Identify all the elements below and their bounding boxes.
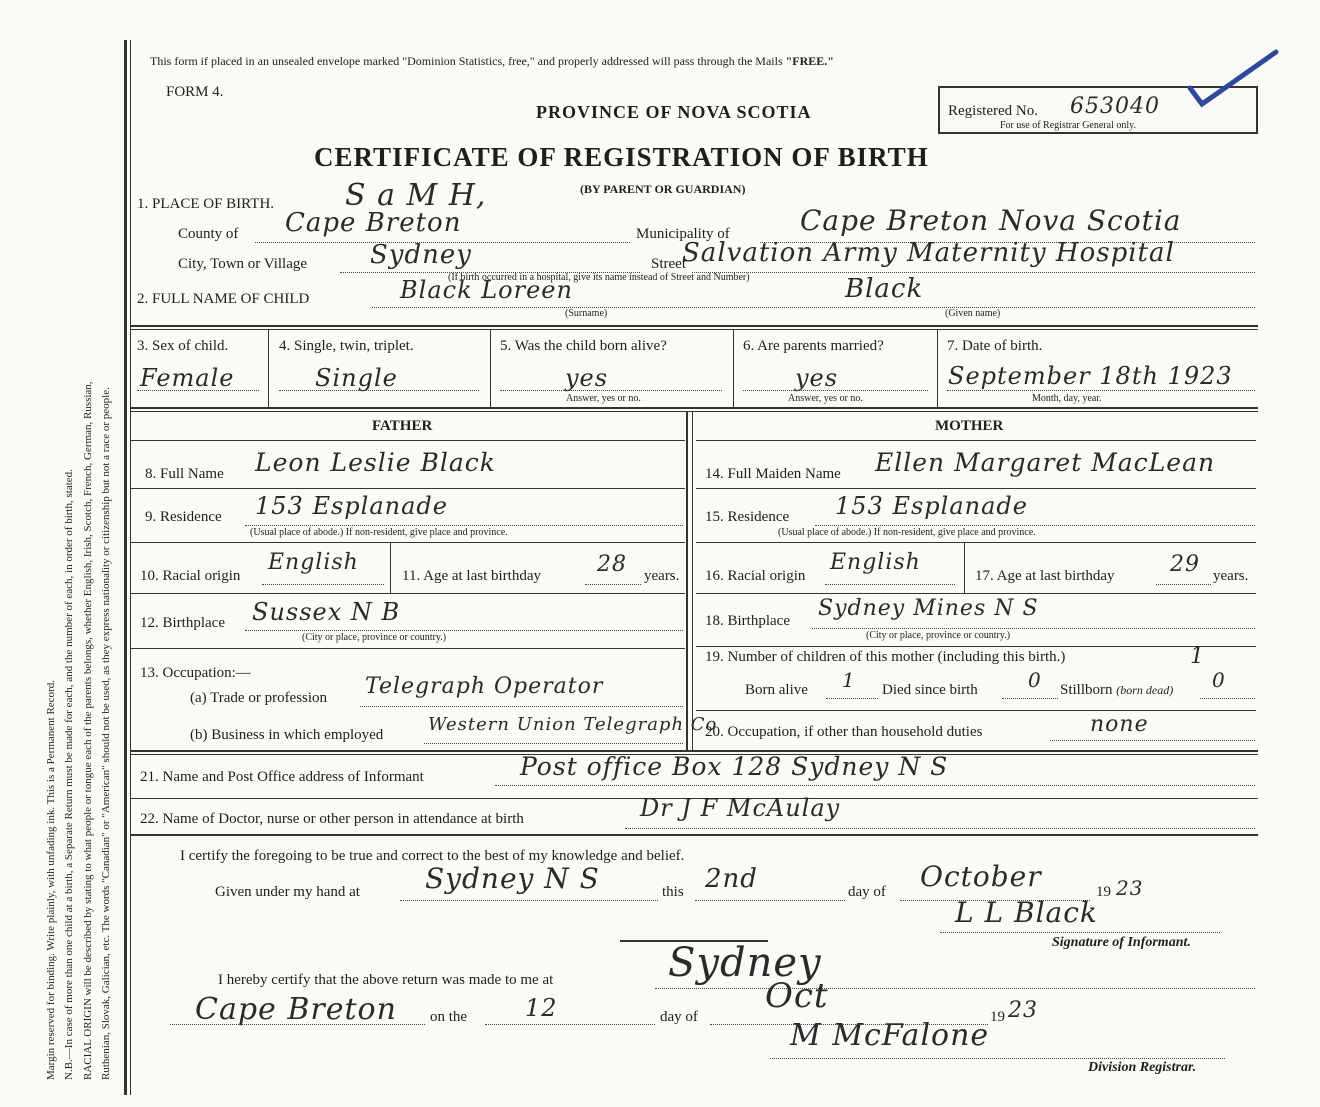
mother-name-value: Ellen Margaret MacLean (875, 448, 1216, 477)
margin-note-binding: Margin reserved for binding. Write plainly, with unfading ink. This is a Permanent Record. (45, 680, 57, 1080)
mother-occupation-value: none (1090, 712, 1149, 737)
father-name-value: Leon Leslie Black (255, 448, 496, 477)
answer-note-married: Answer, yes or no. (788, 393, 863, 404)
stillborn-note: (born dead) (1116, 683, 1174, 697)
parents-married-value: yes (795, 364, 839, 392)
father-residence-label: 9. Residence (145, 509, 222, 525)
parents-married-label: 6. Are parents married? (743, 338, 884, 354)
stillborn-label-text: Stillborn (1060, 682, 1113, 698)
free-label: "FREE." (785, 54, 834, 68)
certify-day-value: 2nd (705, 864, 758, 894)
certify-year-prefix: 19 (1096, 884, 1111, 900)
plurality-label: 4. Single, twin, triplet. (279, 338, 414, 354)
certificate-subtitle: (BY PARENT OR GUARDIAN) (580, 182, 746, 196)
municipality-label: Municipality of (636, 226, 730, 242)
died-since-birth-value: 0 (1028, 668, 1042, 692)
given-under-label: Given under my hand at (215, 884, 360, 900)
this-label: this (662, 884, 684, 900)
father-racial-value: English (268, 550, 359, 575)
registrar-day-value: 12 (525, 994, 558, 1022)
stillborn-value: 0 (1212, 668, 1226, 692)
registered-label: Registered No. (948, 103, 1038, 119)
margin-border (124, 40, 127, 1095)
doctor-value: Dr J F McAulay (640, 794, 841, 822)
father-birthplace-label: 12. Birthplace (140, 615, 225, 631)
trade-label: (a) Trade or profession (190, 690, 328, 706)
place-of-birth-label: 1. PLACE OF BIRTH. (137, 196, 275, 212)
informant-signature: L L Black (955, 896, 1098, 929)
mother-years-label: years. (1213, 568, 1249, 584)
mother-abode-note: (Usual place of abode.) If non-resident, give place and province. (778, 527, 1036, 538)
doctor-label: 22. Name of Doctor, nurse or other person in attendance at birth (140, 811, 524, 827)
mother-age-value: 29 (1170, 552, 1200, 577)
father-occupation-label: 13. Occupation:— (140, 665, 251, 681)
informant-label: 21. Name and Post Office address of Informant (140, 769, 424, 785)
dob-note: Month, day, year. (1032, 393, 1102, 404)
born-alive-label: 5. Was the child born alive? (500, 338, 667, 354)
mother-name-label: 14. Full Maiden Name (705, 466, 841, 482)
city-value: Sydney (370, 240, 472, 270)
check-mark-icon (1180, 48, 1280, 112)
registrar-signature-label: Division Registrar. (1088, 1060, 1197, 1075)
form-number: FORM 4. (166, 84, 224, 100)
registrar-month-value: Oct (765, 976, 829, 1016)
mail-notice (150, 54, 834, 69)
registrar-note: For use of Registrar General only. (1000, 120, 1136, 131)
registrar-place-value: Sydney (668, 940, 822, 986)
given-place-value: Sydney N S (425, 862, 600, 895)
father-birthplace-value: Sussex N B (252, 598, 401, 626)
answer-note-alive: Answer, yes or no. (566, 393, 641, 404)
surname-note: (Surname) (565, 308, 608, 319)
certify-year-value: 23 (1116, 876, 1144, 900)
registrar-on-the-label: on the (430, 1009, 468, 1025)
child-name-label: 2. FULL NAME OF CHILD (137, 291, 310, 307)
father-abode-note: (Usual place of abode.) If non-resident, give place and province. (250, 527, 508, 538)
born-alive-value: yes (565, 364, 609, 392)
father-residence-value: 153 Esplanade (255, 492, 448, 520)
mother-birthplace-label: 18. Birthplace (705, 613, 790, 629)
municipality-value: Cape Breton Nova Scotia (800, 204, 1182, 237)
business-label: (b) Business in which employed (190, 727, 384, 743)
street-value: Salvation Army Maternity Hospital (682, 238, 1175, 268)
certify-day-of-label: day of (848, 884, 886, 900)
mother-heading: MOTHER (935, 418, 1004, 434)
mail-notice-text: This form if placed in an unsealed envelope marked "Dominion Statistics, free," and properly addressed will pass through the Mails (150, 54, 783, 68)
child-given-value: Black (845, 274, 924, 304)
father-name-label: 8. Full Name (145, 466, 224, 482)
mother-birthplace-note: (City or place, province or country.) (866, 630, 1011, 641)
hospital-note: (If birth occurred in a hospital, give its name instead of Street and Number) (448, 272, 750, 283)
informant-value: Post office Box 128 Sydney N S (520, 752, 949, 781)
province-heading: PROVINCE OF NOVA SCOTIA (536, 102, 812, 122)
sex-value: Female (140, 364, 235, 392)
date-of-birth-value: September 18th 1923 (948, 362, 1233, 390)
given-note: (Given name) (945, 308, 1001, 319)
margin-note-racial: RACIAL ORIGIN will be described by stating to what people or tongue each of the parents belongs, whether English, Irish, Scotch, French, German, Russian, (82, 381, 94, 1080)
informant-signature-label: Signature of Informant. (1052, 935, 1191, 950)
date-of-birth-label: 7. Date of birth. (947, 338, 1043, 354)
registrar-year-prefix: 19 (990, 1009, 1005, 1025)
father-heading: FATHER (372, 418, 433, 434)
registered-value: 653040 (1070, 94, 1160, 119)
mother-racial-value: English (830, 550, 921, 575)
place-of-birth-value: S a M H, (345, 178, 487, 213)
children-count-value: 1 (1190, 644, 1205, 669)
county-label: County of (178, 226, 239, 242)
registrar-signature: M McFalone (790, 1018, 990, 1053)
margin-border-inner (130, 40, 131, 1095)
father-years-label: years. (644, 568, 680, 584)
father-birthplace-note: (City or place, province or country.) (302, 632, 447, 643)
registrar-county-value: Cape Breton (195, 992, 397, 1027)
mother-racial-label: 16. Racial origin (705, 568, 806, 584)
street-label: Street (651, 256, 686, 272)
mother-birthplace-value: Sydney Mines N S (818, 596, 1039, 621)
children-count-label: 19. Number of children of this mother (including this birth.) (705, 649, 1066, 665)
born-alive-count-label: Born alive (745, 682, 808, 698)
margin-note-nb: N.B.—In case of more than one child at a birth, a Separate Return must be made for each, and the number of each, in order of birth, stated. (63, 469, 75, 1080)
plurality-value: Single (315, 364, 398, 392)
business-value: Western Union Telegraph Co (428, 714, 718, 735)
born-alive-count-value: 1 (842, 668, 856, 692)
city-label: City, Town or Village (178, 256, 308, 272)
certificate-title: CERTIFICATE OF REGISTRATION OF BIRTH (314, 142, 929, 172)
father-racial-label: 10. Racial origin (140, 568, 241, 584)
sex-label: 3. Sex of child. (137, 338, 229, 354)
certify-month-value: October (920, 860, 1042, 893)
margin-note-racial-cont: Ruthenian, Slovak, Galician, etc. The words "Canadian" or "American" should not be used, as they express nationality or citizenship but not a race or people. (100, 387, 112, 1080)
died-since-birth-label: Died since birth (882, 682, 978, 698)
mother-age-label: 17. Age at last birthday (975, 568, 1115, 584)
registrar-day-of-label: day of (660, 1009, 698, 1025)
mother-occupation-label: 20. Occupation, if other than household duties (705, 724, 983, 740)
stillborn-label (1060, 682, 1173, 699)
child-surname-value: Black Loreen (400, 276, 573, 304)
registrar-year-value: 23 (1008, 998, 1038, 1023)
father-age-value: 28 (597, 552, 627, 577)
registrar-statement: I hereby certify that the above return was made to me at (218, 972, 554, 988)
mother-residence-value: 153 Esplanade (835, 492, 1028, 520)
county-value: Cape Breton (285, 208, 462, 238)
father-age-label: 11. Age at last birthday (402, 568, 541, 584)
certify-statement: I certify the foregoing to be true and correct to the best of my knowledge and belief. (180, 848, 685, 864)
trade-value: Telegraph Operator (365, 674, 604, 699)
mother-residence-label: 15. Residence (705, 509, 790, 525)
